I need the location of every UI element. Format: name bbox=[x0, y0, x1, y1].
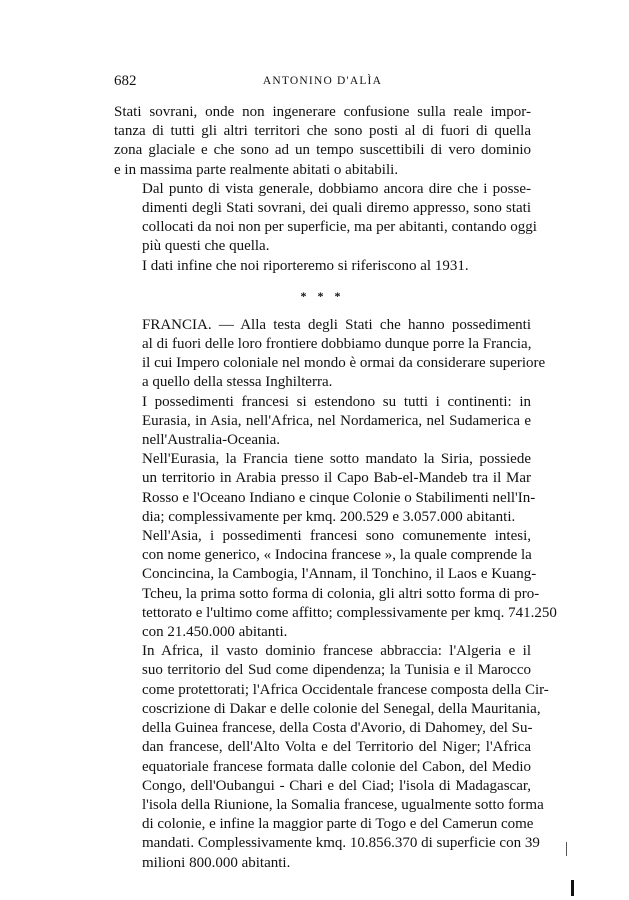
body-text bbox=[114, 103, 557, 873]
text-line: con 21.450.000 abitanti. bbox=[142, 624, 288, 641]
text-line: il cui Impero coloniale nel mondo è ormai da considerare superiore bbox=[142, 355, 546, 372]
text-line: Nell'Asia, i possedimenti francesi sono comunemente intesi, bbox=[142, 528, 531, 545]
paragraph bbox=[114, 180, 537, 257]
text-line: della Guinea francese, della Costa d'Avorio, di Dahomey, del Su- bbox=[142, 720, 533, 737]
text-line: più questi che quella. bbox=[142, 238, 270, 255]
text-line: Congo, dell'Oubangui - Chari e del Ciad; l'isola di Madagascar, bbox=[142, 777, 531, 794]
section-separator: * * * bbox=[300, 288, 345, 303]
page-header bbox=[114, 73, 531, 93]
margin-mark-upper bbox=[566, 842, 567, 856]
text-line: milioni 800.000 abitanti. bbox=[142, 854, 291, 871]
paragraph bbox=[114, 103, 531, 180]
paragraph bbox=[114, 642, 549, 872]
text-line: I possedimenti francesi si estendono su tutti i continenti: in bbox=[142, 393, 531, 410]
text-line: Tcheu, la prima sotto forma di colonia, gli altri sotto forma di pro- bbox=[142, 585, 540, 602]
text-line: Eurasia, in Asia, nell'Africa, nel Nordamerica, nel Sudamerica e bbox=[142, 412, 531, 429]
text-line: un territorio in Arabia presso il Capo Bab-el-Mandeb tra il Mar bbox=[142, 470, 531, 487]
running-head: ANTONINO D'ALÌA bbox=[262, 75, 383, 87]
text-line: Nell'Eurasia, la Francia tiene sotto mandato la Siria, possiede bbox=[142, 451, 531, 468]
paragraph bbox=[114, 450, 536, 527]
text-line: e in massima parte realmente abitati o abitabili. bbox=[114, 161, 399, 178]
page-number: 682 bbox=[114, 73, 137, 89]
paragraph bbox=[114, 527, 557, 642]
text-line: mandati. Complessivamente kmq. 10.856.370 di superficie con 39 bbox=[142, 835, 540, 852]
text-line: I dati infine che noi riporteremo si riferiscono al 1931. bbox=[142, 257, 469, 274]
margin-mark-lower bbox=[571, 880, 574, 896]
text-line: zona glaciale e che sono ad un tempo suscettibili di vero dominio bbox=[114, 142, 531, 159]
text-line: Rosso e l'Oceano Indiano e cinque Colonie o Stabilimenti nell'In- bbox=[142, 489, 536, 506]
text-line: tettorato e l'ultimo come affitto; complessivamente per kmq. 741.250 bbox=[142, 604, 557, 621]
text-line: equatoriale francese formata dalle colonie del Cabon, del Medio bbox=[142, 758, 531, 775]
text-line: Dal punto di vista generale, dobbiamo ancora dire che i posse- bbox=[142, 180, 531, 197]
text-line: nell'Australia-Oceania. bbox=[142, 432, 281, 449]
paragraph-group-1 bbox=[114, 103, 537, 276]
text-line: l'isola della Riunione, la Somalia francese, ugualmente sotto forma bbox=[142, 796, 544, 813]
text-line: di colonie, e infine la maggior parte di Togo e del Camerun come bbox=[142, 816, 534, 833]
text-line: dia; complessivamente per kmq. 200.529 e 3.057.000 abitanti. bbox=[142, 508, 516, 525]
text-line: dan francese, dell'Alto Volta e del Territorio del Niger; l'Africa bbox=[142, 739, 531, 756]
text-line: collocati da noi non per superficie, ma per abitanti, contando oggi bbox=[142, 219, 537, 236]
text-line: FRANCIA. — Alla testa degli Stati che hanno possedimenti bbox=[142, 316, 531, 333]
text-line: al di fuori delle loro frontiere dobbiamo dunque porre la Francia, bbox=[142, 336, 532, 353]
text-line: Stati sovrani, onde non ingenerare confusione sulla reale impor- bbox=[114, 104, 531, 120]
text-line: dimenti degli Stati sovrani, dei quali diremo appresso, sono stati bbox=[142, 200, 531, 217]
paragraph bbox=[114, 257, 531, 276]
paragraph bbox=[114, 316, 546, 393]
text-line: Concincina, la Cambogia, l'Annam, il Tonchino, il Laos e Kuang- bbox=[142, 566, 537, 583]
text-line: suo territorio del Sud come dipendenza; la Tunisia e il Marocco bbox=[142, 662, 531, 679]
text-line: coscrizione di Dakar e delle colonie del Senegal, della Mauritania, bbox=[142, 700, 541, 717]
text-line: tanza di tutti gli altri territori che sono posti al di fuori di quella bbox=[114, 123, 531, 140]
text-line: come protettorati; l'Africa Occidentale francese composta della Cir- bbox=[142, 681, 549, 698]
paragraph bbox=[114, 393, 531, 451]
text-line: In Africa, il vasto dominio francese abbraccia: l'Algeria e il bbox=[142, 643, 531, 660]
text-line: a quello della stessa Inghilterra. bbox=[142, 374, 333, 391]
text-line: con nome generico, « Indocina francese », la quale comprende la bbox=[142, 547, 532, 564]
paragraph-group-2 bbox=[114, 316, 557, 873]
